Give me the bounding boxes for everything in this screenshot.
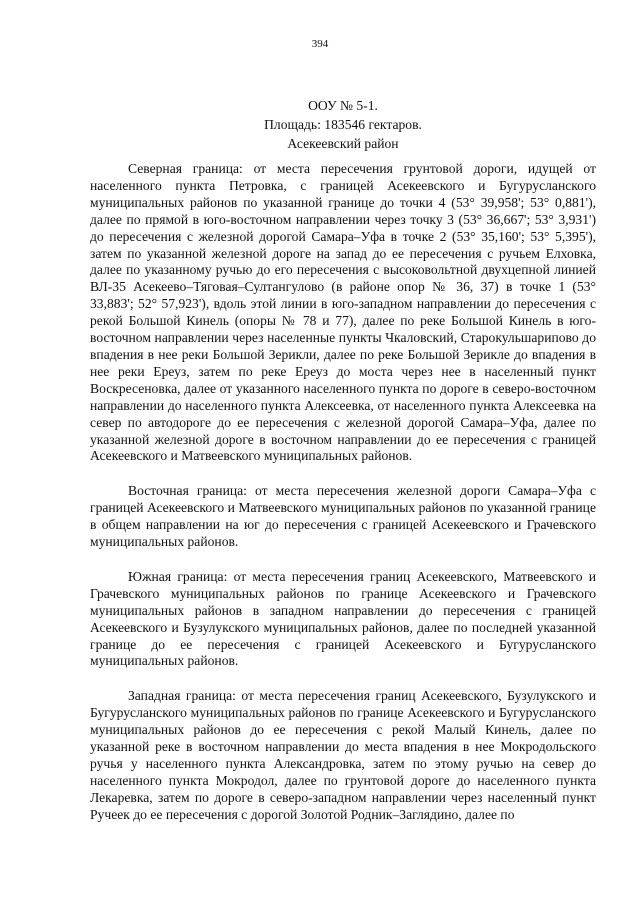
zone-area: Площадь: 183546 гектаров. [264, 117, 422, 132]
district-name: Асекеевский район [287, 136, 399, 151]
document-body [90, 161, 596, 842]
south-border-paragraph: Южная граница: от места пересечения границ Асекеевского, Матвеевского и Грачевского муниципальных районов по границе Асекеевского и Грачевского муниципальных районов в западном направлении до пересечения с границей Асекеевского и Бузулукского муниципальных районов, далее по последней указанной границе до ее пересечения с границей Асекеевского и Бугурусланского муниципальных районов. [90, 568, 596, 669]
east-border-paragraph: Восточная граница: от места пересечения железной дороги Самара–Уфа с границей Асекеевского и Матвеевского муниципальных районов по указанной границе в общем направлении на юг до пересечения с границей Асекеевского и Грачевского муниципальных районов. [90, 483, 596, 550]
west-border-paragraph: Западная граница: от места пересечения границ Асекеевского, Бузулукского и Бугурусланского муниципальных районов по границе Асекеевского и Бугурусланского муниципальных районов до ее пересечения с рекой Малый Кинель, далее по указанной реке в восточном направлении до места впадения в нее Мокродольского ручья у населенного пункта Александровка, затем по этому ручью на север до населенного пункта Мокродол, далее по грунтовой дороге до населенного пункта Лекаревка, затем по дороге в северо-западном направлении через населенный пункт Ручеек до ее пересечения с дорогой Золотой Родник–Заглядино, далее по [90, 688, 596, 822]
zone-title: ООУ № 5-1. [308, 98, 378, 113]
document-header [90, 96, 596, 153]
north-border-paragraph: Северная граница: от места пересечения грунтовой дороги, идущей от населенного пункта Петровка, с границей Асекеевского и Бугурусланского муниципальных районов по указанной границе до точки 4 (53° 39,958'; 53° 0,881'), далее по прямой в юго-восточном направлении через точку 3 (53° 36,667'; 53° 3,931') до пересечения с железной дорогой Самара–Уфа в точке 2 (53° 35,160'; 53° 5,395'), затем по указанной железной дороге на запад до ее пересечения с ручьем Елховка, далее по указанному ручью до его пересечения с высоковольтной двухцепной линией ВЛ-35 Асекеево–Тяговая–Султангулово (в районе опор № 36, 37) в точке 1 (53° 33,883'; 52° 57,923'), вдоль этой линии в юго-западном направлении до пересечения с рекой Большой Кинель (опоры № 78 и 77), далее по реке Большой Кинель в юго-восточном направлении через населенные пункты Чкаловский, Старокульшарипово до впадения в нее реки Большой Зерикли, далее по реке Большой Зерикле до впадения в нее реки Ереуз, затем по реке Ереуз до моста через нее в населенный пункт Воскресеновка, далее от указанного населенного пункта по дороге в северо-восточном направлении до населенного пункта Алексеевка, от населенного пункта Алексеевка на север по автодороге до ее пересечения с железной дорогой Самара–Уфа, далее по указанной железной дороге в восточном направлении до ее пересечения с границей Асекеевского и Матвеевского муниципальных районов. [90, 161, 596, 464]
page-number: 394 [311, 38, 329, 50]
